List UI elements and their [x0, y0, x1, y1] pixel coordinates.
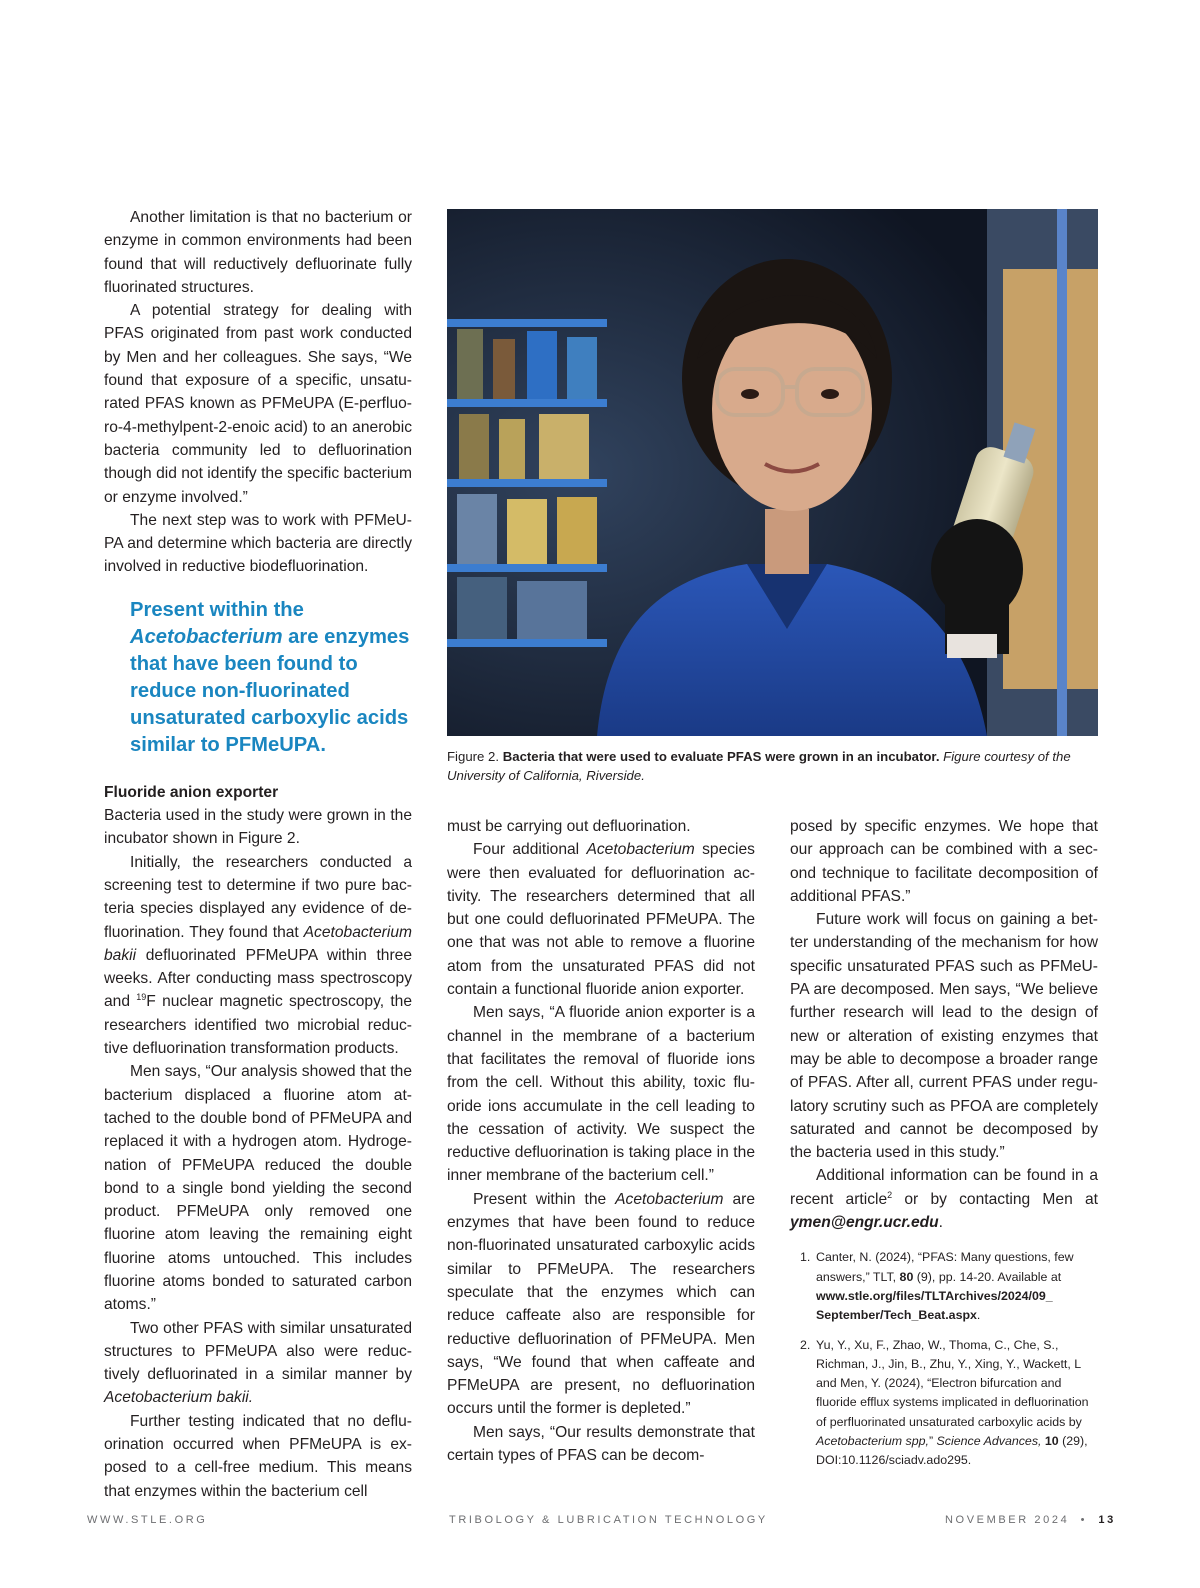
author-email-link[interactable]: ymen@engr.ucr.edu — [790, 1214, 939, 1232]
page-number: 13 — [1098, 1514, 1116, 1526]
paragraph: Additional information can be found in a recent article$^2$ or by contacting Men at ymen@engr.ucr.edu. — [790, 1167, 1098, 1232]
paragraph: Men says, “A fluoride anion exporter is a channel in the membrane of a bacterium that facilitates the removal of fluoride ions from the cell. Without this ability, toxic fluoride ions accumulate in the cell leading to the cessation of activity. We suspect the reductive defluorination is taking place in the inner membrane of the bacterium cell.” — [447, 1004, 755, 1185]
figure-caption: Figure 2. Bacteria that were used to evaluate PFAS were grown in an incubator. Figure courtesy of the University of California, Riverside. — [447, 749, 1071, 783]
paragraph: Future work will focus on gaining a better understanding of the mechanism for how specific unsaturated PFAS such as PFMeUPA are decomposed. Men says, “We believe further research will lead to the design of new or alteration of existing enzymes that may be able to decompose a broader range of PFAS. After all, current PFAS under regulatory scrutiny such as PFOA are completely saturated and cannot be decomposed by the bacteria used in this study.” — [790, 911, 1098, 1162]
paragraph: Men says, “Our analysis showed that the bacterium displaced a fluorine atom attached to the double bond of PFMeUPA and replaced it with a hydrogen atom. Hydrogenation of PFMeUPA reduced the double bond to a single bond yielding the second product. PFMeUPA only removed one fluorine atom leaving the remaining eight fluorine atoms untouched. This includes fluorine atoms bonded to saturated carbon atoms.” — [104, 1063, 412, 1314]
reference-link[interactable]: www.stle.org/files/TLTArchives/2024/09_ September/Tech_Beat.aspx — [816, 1288, 1053, 1323]
article-column-2 — [447, 815, 755, 1467]
paragraph: Present within the Acetobacterium are enzymes that have been found to reduce non-fluorinated unsaturated carboxylic acids similar to PFMeUPA. The researchers speculate that the enzymes which can reduce caffeate also are responsible for reductive defluorination of PFMeUPA. Men says, “We found that when caffeate and PFMeUPA are present, no defluorination occurs until the former is depleted.” — [447, 1190, 755, 1418]
reference-item: 2. Yu, Y., Xu, F., Zhao, W., Thoma, C., Che, S., Richman, J., Jin, B., Zhu, Y., Xing, Y., Wackett, L and Men, Y. (2024), “Electron bifurcation and fluoride efflux systems implicated in defluorination of perfluorinated unsaturated carboxylic acids by Acetobacterium spp,” Science Advances, 10 (29), DOI:10.1126/sciadv.ado295. — [800, 1337, 1089, 1468]
paragraph: A potential strategy for dealing with PFAS originated from past work conducted by Men and her colleagues. She says, “We found that exposure of a specific, unsaturated PFAS known as PFMeUPA (E-perfluoro-4-methylpent-2-enoic acid) to an anerobic bacteria community led to defluorination though did not identify the specific bacterium or enzyme involved.” — [104, 302, 412, 506]
paragraph: The next step was to work with PFMeUPA and determine which bacteria are directly involved in reductive biodefluorination. — [104, 511, 412, 576]
footer-separator: • — [1080, 1514, 1088, 1526]
paragraph: Four additional Acetobacterium species were then evaluated for defluorination activity. The researchers determined that all but one could defluorinated PFMeUPA. The one that was not able to remove a fluorine atom from the unsaturated PFAS did not contain a functional fluoride anion exporter. — [447, 841, 755, 999]
paragraph: Another limitation is that no bacterium or enzyme in common environments had been found that will reductively defluorinate fully fluorinated structures. — [104, 209, 412, 296]
figure-2-photo — [447, 209, 1098, 736]
paragraph: Further testing indicated that no defluorination occurred when PFMeUPA is exposed to a cell-free medium. This means that enzymes within the bacterium cell — [104, 1412, 412, 1500]
footer-issue: NOVEMBER 2024 • 13 — [945, 1514, 1116, 1526]
pull-quote: Present within the Acetobacterium are enzymes that have been found to reduce non-fluorinated unsaturated carboxylic acids similar to PFMeUPA. — [130, 598, 410, 756]
article-column-1 — [104, 206, 412, 1503]
footer-publication: TRIBOLOGY & LUBRICATION TECHNOLOGY — [449, 1514, 768, 1526]
paragraph: Men says, “Our results demonstrate that certain types of PFAS can be decom- — [447, 1423, 755, 1465]
footer-website[interactable]: WWW.STLE.ORG — [87, 1514, 208, 1526]
paragraph: Initially, the researchers conducted a screening test to determine if two pure bacteria species displayed any evidence of defluorination. They found that Acetobacterium bakii defluorinated PFMeUPA within three weeks. After conducting mass spectroscopy and $^{19}$F nuclear magnetic spectroscopy, the researchers identified two microbial reductive defluorination transformation products. — [104, 853, 412, 1058]
paragraph: must be carrying out defluorination. — [447, 818, 691, 835]
researcher-photo-illustration — [447, 209, 1098, 736]
reference-item: 1. Canter, N. (2024), “PFAS: Many questions, few answers,” TLT, 80 (9), pp. 14-20. Available at www.stle.org/files/TLTArchives/2024/09_ September/Tech_Beat.aspx. — [800, 1250, 1074, 1323]
paragraph: Two other PFAS with similar unsaturated structures to PFMeUPA also were reductively defluorinated in a similar manner by Acetobacterium bakii. — [104, 1319, 412, 1407]
article-column-3 — [790, 815, 1098, 1481]
paragraph: posed by specific enzymes. We hope that our approach can be combined with a second technique to facilitate decomposition of additional PFAS.” — [790, 818, 1098, 905]
section-subhead: Fluoride anion exporter — [104, 783, 279, 801]
reference-list — [790, 1248, 1098, 1470]
paragraph: Bacteria used in the study were grown in the incubator shown in Figure 2. — [104, 807, 412, 848]
